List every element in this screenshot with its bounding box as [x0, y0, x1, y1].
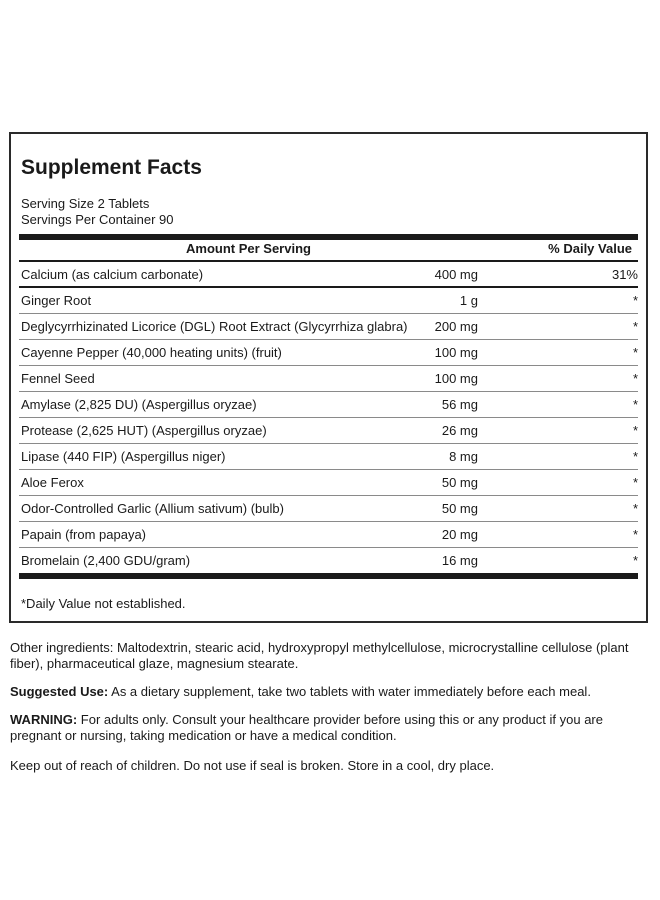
nutrient-name: Amylase (2,825 DU) (Aspergillus oryzae): [21, 397, 257, 412]
nutrient-daily-value: *: [632, 345, 638, 360]
table-row: [19, 392, 638, 418]
nutrient-name: Ginger Root: [21, 293, 92, 308]
other-ingredients: Other ingredients: Maltodextrin, stearic acid, hydroxypropyl methylcellulose, microcrystalline cellulose (plant fiber), pharmaceutical glaze, magnesium stearate.: [10, 640, 629, 671]
nutrient-amount: 200 mg: [434, 319, 478, 334]
nutrient-amount: 16 mg: [441, 553, 478, 568]
nutrient-amount: 100 mg: [434, 345, 478, 360]
warning-label: WARNING:: [10, 712, 78, 727]
table-row: [19, 418, 638, 444]
nutrient-daily-value: *: [632, 501, 638, 516]
nutrient-table: [19, 262, 638, 574]
nutrient-amount: 50 mg: [441, 501, 478, 516]
panel-title: Supplement Facts: [21, 156, 202, 179]
nutrient-amount: 400 mg: [434, 267, 478, 282]
nutrient-amount: 26 mg: [441, 423, 478, 438]
servings-per-container: Servings Per Container 90: [21, 212, 174, 227]
daily-value-header: % Daily Value: [548, 241, 632, 256]
nutrient-amount: 1 g: [459, 293, 478, 308]
nutrient-daily-value: 31%: [611, 267, 638, 282]
storage-instructions: Keep out of reach of children. Do not use if seal is broken. Store in a cool, dry place.: [10, 758, 495, 773]
daily-value-footnote: *Daily Value not established.: [21, 596, 186, 611]
nutrient-daily-value: *: [632, 527, 638, 542]
nutrient-daily-value: *: [632, 449, 638, 464]
nutrient-amount: 100 mg: [434, 371, 478, 386]
thick-divider-bottom: [19, 573, 638, 579]
nutrient-daily-value: *: [632, 553, 638, 568]
warning: [10, 712, 646, 744]
nutrient-name: Odor-Controlled Garlic (Allium sativum) (bulb): [21, 501, 284, 516]
suggested-use-label: Suggested Use:: [10, 684, 109, 699]
nutrient-amount: 8 mg: [449, 449, 478, 464]
nutrient-amount: 56 mg: [441, 397, 478, 412]
suggested-use-text: As a dietary supplement, take two tablets with water immediately before each meal.: [108, 684, 591, 699]
suggested-use: [10, 684, 646, 700]
nutrient-name: Bromelain (2,400 GDU/gram): [21, 553, 191, 568]
nutrient-name: Aloe Ferox: [21, 475, 84, 490]
table-row: [19, 470, 638, 496]
amount-per-serving-header: Amount Per Serving: [186, 241, 311, 256]
nutrient-name: Protease (2,625 HUT) (Aspergillus oryzae): [21, 423, 267, 438]
thick-divider-top: [19, 234, 638, 240]
table-row: [19, 366, 638, 392]
nutrient-amount: 50 mg: [441, 475, 478, 490]
table-row: [19, 288, 638, 314]
serving-size: Serving Size 2 Tablets: [21, 196, 150, 211]
table-row: [19, 522, 638, 548]
table-row: [19, 340, 638, 366]
nutrient-daily-value: *: [632, 371, 638, 386]
nutrient-daily-value: *: [632, 293, 638, 308]
table-row: [19, 496, 638, 522]
nutrient-daily-value: *: [632, 475, 638, 490]
nutrient-name: Calcium (as calcium carbonate): [21, 267, 204, 282]
table-row: [19, 548, 638, 574]
nutrient-name: Papain (from papaya): [21, 527, 147, 542]
table-row: [19, 314, 638, 340]
nutrient-daily-value: *: [632, 397, 638, 412]
nutrient-amount: 20 mg: [441, 527, 478, 542]
nutrient-name: Cayenne Pepper (40,000 heating units) (fruit): [21, 345, 282, 360]
supplement-facts-panel: [9, 132, 648, 623]
table-row: [19, 444, 638, 470]
table-row: [19, 262, 638, 288]
nutrient-name: Lipase (440 FIP) (Aspergillus niger): [21, 449, 226, 464]
nutrient-name: Fennel Seed: [21, 371, 95, 386]
nutrient-daily-value: *: [632, 423, 638, 438]
warning-text: For adults only. Consult your healthcare provider before using this or any product if you are pregnant or nursing, taking medication or have a medical condition.: [10, 712, 603, 743]
nutrient-daily-value: *: [632, 319, 638, 334]
nutrient-name: Deglycyrrhizinated Licorice (DGL) Root Extract (Glycyrrhiza glabra): [21, 319, 408, 334]
